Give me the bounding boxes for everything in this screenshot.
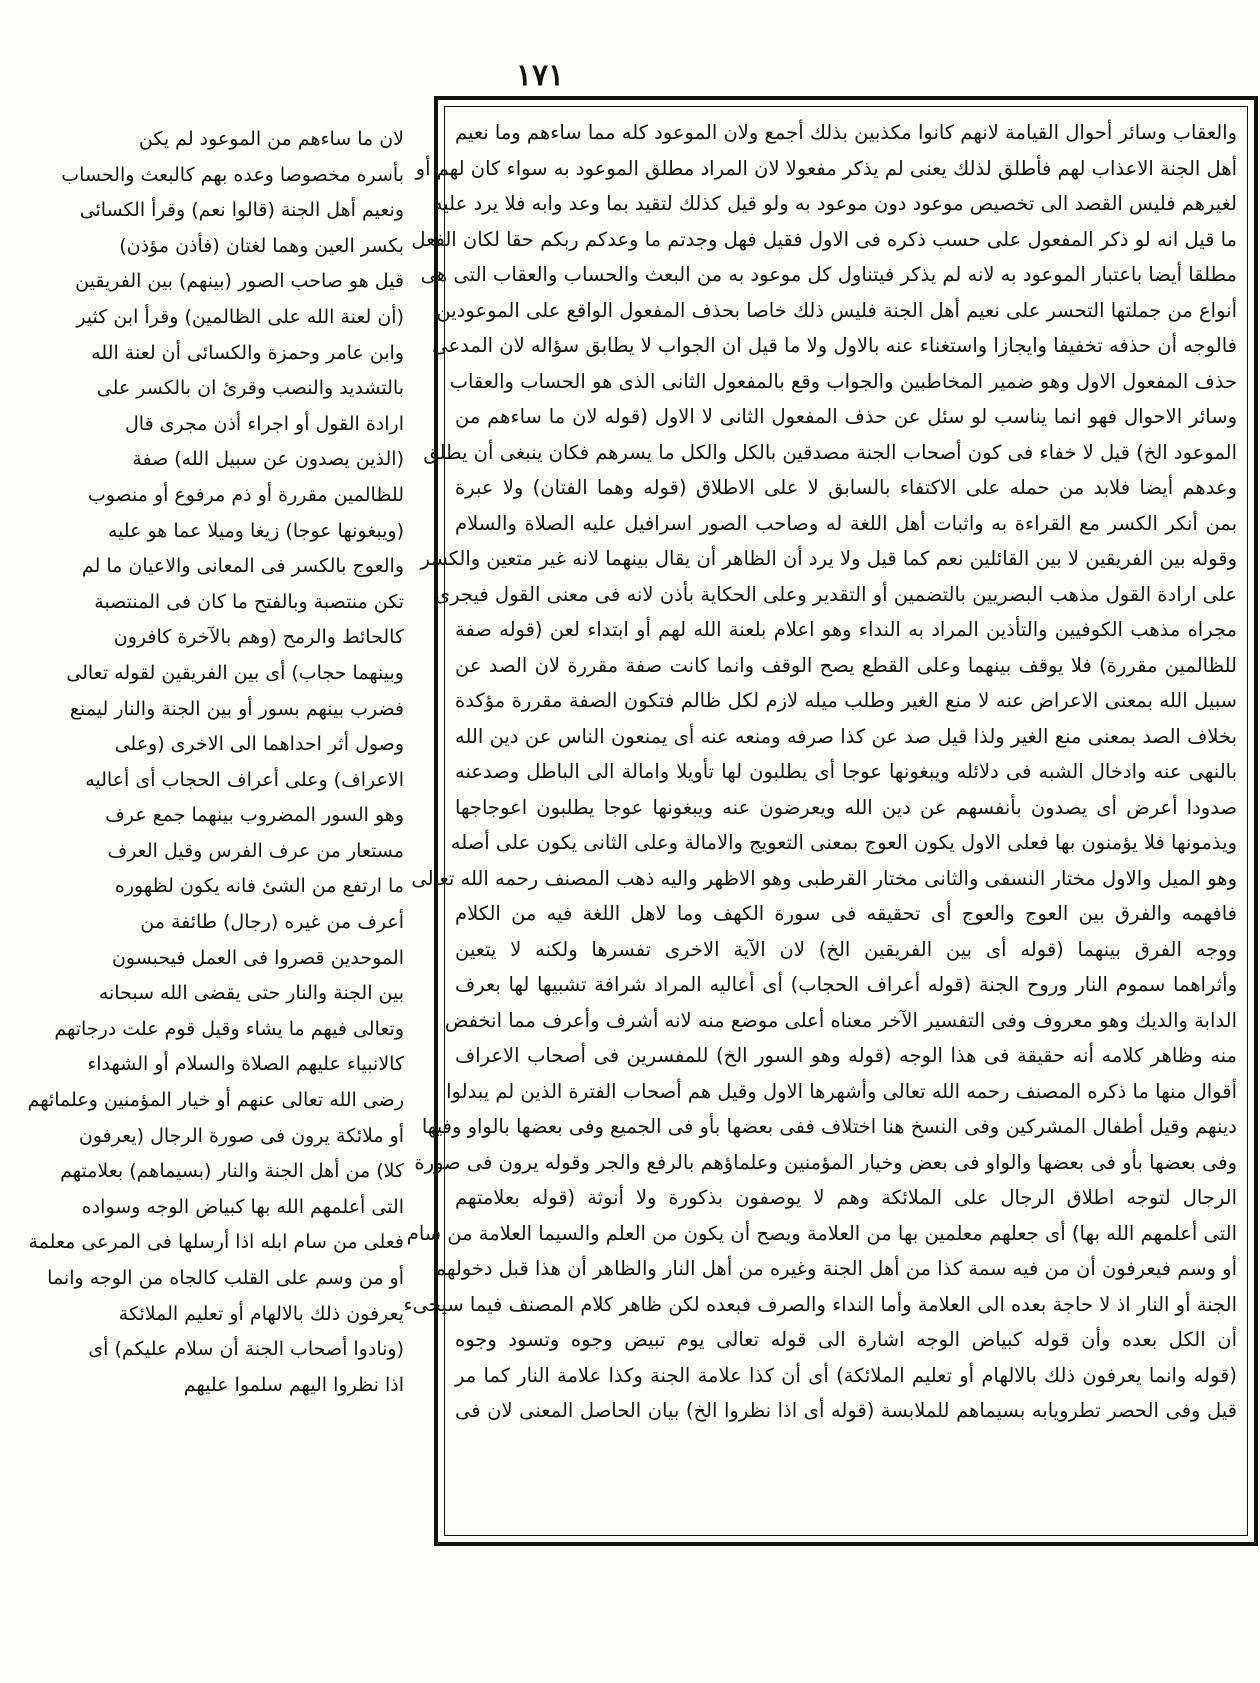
commentary-line: دينهم وقيل أطفال المشركين وفى النسخ هنا اختلاف ففى بعضها بأو فى الجميع وفى بعضها بالواو وفيها xyxy=(421,1115,1237,1138)
margin-line: ونعيم أهل الجنة (قالوا نعم) وقرأ الكسائى xyxy=(79,199,404,222)
commentary-line: قيل وفى الحصر تطرويابه بسيماهم للملابسة (قوله أى اذا نظروا الخ) بيان الحاصل المعنى لان فى xyxy=(455,1399,1237,1422)
commentary-line: أو وسم فيعرفون أن من فيه سمة كذا من أهل الجنة وغيره من أهل النار والظاهر أن هذا قبل دخولهم xyxy=(433,1257,1237,1280)
margin-line: ارادة القول أو اجراء أذن مجرى قال xyxy=(124,412,404,435)
margin-line: كالانبياء عليهم الصلاة والسلام أو الشهداء xyxy=(87,1053,404,1076)
margin-line: بين الجنة والنار حتى يقضى الله سبحانه xyxy=(98,982,404,1005)
margin-line: بأسره مخصوصا وعده بهم كالبعث والحساب xyxy=(61,163,404,186)
margin-line: الموحدين قصروا فى العمل فيحبسون xyxy=(111,946,404,969)
commentary-frame xyxy=(403,106,1248,1536)
margin-line: (ونادوا أصحاب الجنة أن سلام عليكم) أى xyxy=(88,1338,404,1361)
commentary-line: وأثراهما سموم النار وروح الجنة (قوله أعراف الحجاب) أى أعاليه المراد شرافة تشبيها لها بعرف xyxy=(455,973,1237,996)
margin-line: أو ملائكة يرون فى صورة الرجال (يعرفون xyxy=(78,1124,404,1147)
commentary-line: وهو الميل والاول مختار النسفى والثانى مختار القرطبى وهو الاظهر واليه ذهب المصنف رحمه الله تعالى xyxy=(411,866,1237,890)
commentary-line: التى أعلمهم الله بها) أى جعلهم معلمين بها من العلامة ويصح أن يكون من العلم والسيما العلامة من سام xyxy=(406,1221,1237,1245)
margin-line: رضى الله تعالى عنهم أو خيار المؤمنين وعلمائهم xyxy=(27,1089,404,1112)
margin-line: وتعالى فيهم ما يشاء وقيل قوم علت درجاتهم xyxy=(54,1017,404,1040)
margin-line: وبينهما حجاب) أى بين الفريقين لقوله تعالى xyxy=(66,661,404,684)
margin-line: اذا نظروا اليهم سلموا عليهم xyxy=(183,1373,404,1396)
margin-line: فعلى من سام ابله اذا أرسلها فى المرعى معلمة xyxy=(28,1231,404,1254)
commentary-line: الرجال لتوجه اطلاق الرجال على الملائكة وهم لا يوصفون بذكورة ولا أنوثة (قوله بعلامتهم xyxy=(455,1186,1237,1209)
margin-line: لان ما ساءهم من الموعود لم يكن xyxy=(138,128,404,150)
margin-line: أعرف من غيره (رجال) طائفة من xyxy=(140,911,404,934)
commentary-line: أقوال منها ما ذكره المصنف رحمه الله تعالى وأشهرها الاول وقيل هم أصحاب الفترة الذين لم يبدلوا xyxy=(446,1079,1237,1103)
margin-line: الاعراف) وعلى أعراف الحجاب أى أعاليه xyxy=(85,768,404,791)
margin-line: (الذين يصدون عن سبيل الله) صفة xyxy=(132,448,404,471)
margin-line: ما ارتفع من الشئ فانه يكون لظهوره xyxy=(114,875,404,898)
commentary-line: ويذمونها فلا يؤمنون بها فعلى الاول يكون العوج بمعنى التعويج والامالة وعلى الثانى يكون على أصله xyxy=(450,831,1237,854)
margin-line: تكن منتصبة وبالفتح ما كان فى المنتصبة xyxy=(94,590,404,613)
margin-line: وابن عامر وحمزة والكسائى أن لعنة الله xyxy=(91,341,404,364)
page-number: ١٧١ xyxy=(515,58,565,93)
main-commentary-text xyxy=(403,107,1247,1429)
commentary-line: الموعود الخ) قيل لا خفاء فى كون أصحاب الجنة مصدقين بالكل والكل ما يسرهم فكان ينبغى أن يطلق xyxy=(423,440,1237,464)
commentary-line: للظالمين مقررة) فلا يوقف بينهما وعلى القطع يصح الوقف وانما كانت صفة مقررة لان الصد عن xyxy=(455,653,1237,677)
margin-line: بكسر العين وهما لغتان (فأذن مؤذن) xyxy=(119,234,404,257)
commentary-line: والعقاب وسائر أحوال القيامة لانهم كانوا مكذبين بذلك أجمع ولان الموعود كله مما ساءهم وما نعيم xyxy=(455,121,1237,144)
margin-line: بالتشديد والنصب وقرئ ان بالكسر على xyxy=(96,377,404,400)
commentary-line: حذف المفعول الاول وهو ضمير المخاطبين والجواب وقع بالمفعول الثانى الذى هو الحساب والعقاب xyxy=(449,369,1237,393)
commentary-line: صدودا أعرض أى يصدون بأنفسهم عن دين الله ويعرضون عنه ويبغونها عوجا يطلبون اعوجاجها xyxy=(455,795,1237,819)
commentary-line: وفى بعضها بأو فى بعضها والواو فى بعض وخيار المؤمنين وعلماؤهم بالرفع والجر وقوله يرون فى صورة xyxy=(414,1150,1237,1174)
commentary-line: وسائر الاحوال فهو انما يناسب لو سئل عن حذف المفعول الثانى لا الاول (قوله لان ما ساءهم من xyxy=(455,405,1237,428)
commentary-line: بالنهى عنه وادخال الشبه فى دلائله ويبغونها عوجا أى يطلبون لها تأويلا وامالة الى الباطل وصدعنه xyxy=(455,760,1237,783)
commentary-line: بمن أنكر الكسر مع القراءة به واثبات أهل اللغة له وصاحب الصور اسرافيل عليه الصلاة والسلام xyxy=(455,511,1237,535)
margin-line: يعرفون ذلك بالالهام أو تعليم الملائكة xyxy=(118,1302,404,1325)
commentary-line: مجراه مذهب الكوفيين والتأذين المراد به النداء وهو اعلام بلعنة الله لهم أو ابتداء لعن (قوله صفة xyxy=(455,618,1237,641)
commentary-line: على ارادة القول مذهب البصريين بالتضمين أو التقدير وعلى الحكاية بأذن لانه فى معنى القول فيجرى xyxy=(434,582,1237,606)
margin-line: فضرب بينهم بسور أو بين الجنة والنار ليمنع xyxy=(69,697,404,720)
commentary-line: وعدهم أيضا فلابد من حمله على الاكتفاء بالسابق لا على الاطلاق (قوله وهما الفتان) ولا عبرة xyxy=(455,476,1237,499)
margin-line: التى أعلمهم الله بها كبياض الوجه وسواده xyxy=(81,1195,404,1218)
commentary-line: أن الكل بعده وأن قوله كبياض الوجه اشارة الى قوله تعالى يوم تبيض وجوه وتسود وجوه xyxy=(455,1328,1237,1351)
margin-line: أو من وسم على القلب كالجاه من الوجه وانما xyxy=(47,1267,404,1289)
commentary-line: فالوجه أن حذفه تخفيفا وايجازا واستغناء عنه بالاول ولا ما قيل ان الجواب لا يطابق سؤاله لان المدعى xyxy=(432,334,1237,357)
margin-line: (أن لعنة الله على الظالمين) وقرأ ابن كثير xyxy=(76,305,404,328)
commentary-line: فافهمه والفرق بين العوج والعوج أى تحقيقه فى سورة الكهف وما لاهل اللغة فيه من الكلام xyxy=(455,902,1237,925)
margin-line: والعوج بالكسر فى المعانى والاعيان ما لم xyxy=(81,555,404,578)
margin-line: مستعار من عرف الفرس وقيل العرف xyxy=(107,839,404,862)
commentary-line: ما قيل انه لو ذكر المفعول على حسب ذكره فى الاول فقيل فهل وجدتم ما وعدكم ربكم حقا لكان الفعل xyxy=(411,227,1237,251)
commentary-line: لغيرهم فليس القصد الى تخصيص موعود دون موعود به ولو قيل كذلك لتقيد بما وعد وابه فلا يرد عليه xyxy=(432,192,1237,215)
commentary-line: منه وظاهر كلامه أنه حقيقة فى هذا الوجه (قوله وهو السور الخ) للمفسرين فى أصحاب الاعراف xyxy=(455,1044,1237,1067)
margin-column xyxy=(27,122,404,1462)
commentary-line: أنواع من جملتها التحسر على نعيم أهل الجنة فليس ذلك خاصا بحذف المفعول الواقع على الموعودين xyxy=(436,298,1237,322)
commentary-line: سبيل الله بمعنى الاعراض عنه لا منع الغير وطلب ميله لازم لكل ظالم فتكون الصفة مقررة مؤكدة xyxy=(455,689,1237,712)
commentary-line: الدابة والديك وهو معروف وفى التفسير الآخر معناه أعلى موضع منه لانه أشرف وأعرف مما انخفض xyxy=(444,1008,1237,1032)
margin-line: قيل هو صاحب الصور (بينهم) بين الفريقين xyxy=(75,270,404,293)
margin-line: (ويبغونها عوجا) زيغا وميلا عما هو عليه xyxy=(107,519,404,542)
commentary-line: ووجه الفرق بينهما (قوله أى بين الفريقين الخ) لان الآية الاخرى تفسرها ولكنه لا يتعين xyxy=(455,937,1237,961)
margin-line: كالحائط والرمح (وهم بالآخرة كافرون xyxy=(113,626,404,649)
commentary-line: بخلاف الصد بمعنى منع الغير ولذا قيل صد عن كذا صرفه ومنعه عنه أى يمنعون الناس عن دين الله xyxy=(455,724,1237,748)
commentary-line: (قوله وانما يعرفون ذلك بالالهام أو تعليم الملائكة) أى أن كذا علامة الجنة وكذا علامة النار كما مر xyxy=(455,1363,1237,1387)
margin-line: وصول أثر احداهما الى الاخرى (وعلى xyxy=(114,733,404,756)
commentary-line: أهل الجنة الاعذاب لهم فأطلق لذلك يعنى لم يذكر مفعولا لان المراد مطلق الموعود به سواء كان لهم أو xyxy=(415,156,1237,180)
commentary-line: وقوله بين الفريقين لا بين القائلين نعم كما قيل ولا يرد أن الظاهر أن يقال بينهما لانه غير متعين والكسر xyxy=(420,547,1237,570)
margin-line: وهو السور المضروب بينهما جمع عرف xyxy=(105,804,404,827)
commentary-line: مطلقا أيضا باعتبار الموعود به لانه لم يذكر فيتناول كل موعود به من البعث والحساب والعقاب التى هى xyxy=(420,263,1237,286)
commentary-line: الجنة أو النار اذ لا حاجة بعده الى العلامة وأما النداء والصرف فبعده لكن ظاهر كلام المصنف فيما سيجىء xyxy=(403,1292,1237,1316)
margin-text xyxy=(27,122,404,1403)
margin-line: كلا) من أهل الجنة والنار (بسيماهم) بعلامتهم xyxy=(60,1160,404,1183)
margin-line: للظالمين مقررة أو ذم مرفوع أو منصوب xyxy=(87,483,404,506)
